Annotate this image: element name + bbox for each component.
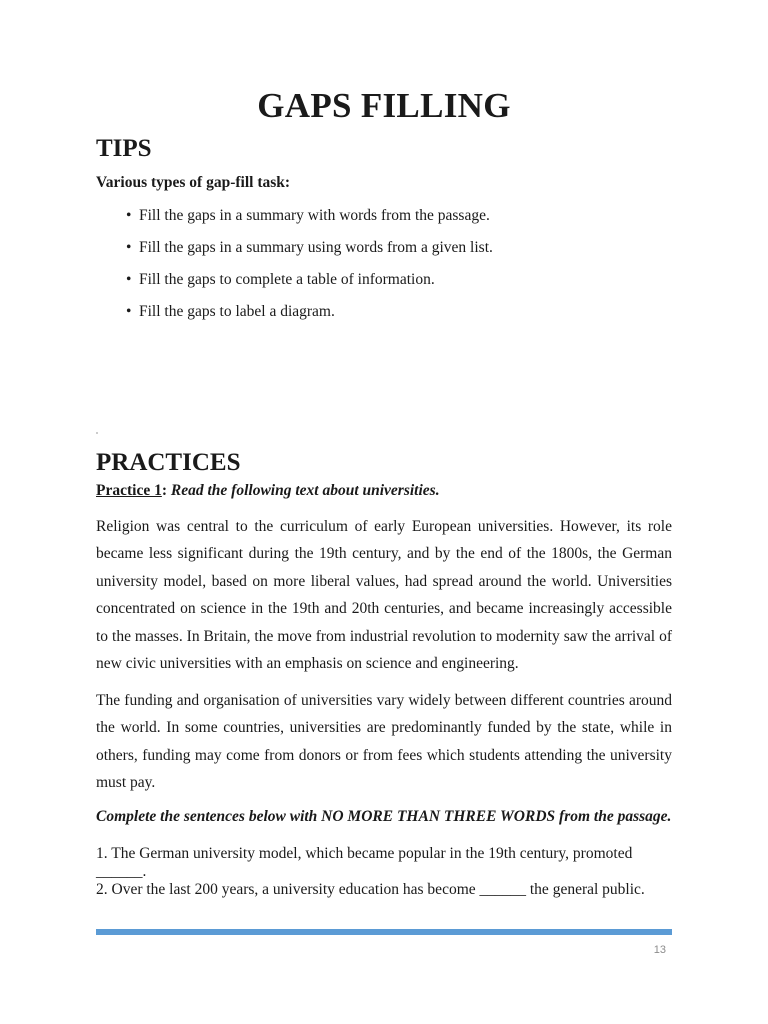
page-title: GAPS FILLING: [257, 86, 511, 125]
practice-1-line: [96, 482, 440, 500]
list-item: [126, 237, 493, 269]
question-1: 1. The German university model, which became popular in the 19th century, promoted ______.: [96, 845, 633, 880]
bullet-icon: •: [126, 271, 132, 288]
practice-instruction: Read the following text about universities.: [167, 482, 440, 499]
tips-subheading: Various types of gap-fill task:: [96, 174, 291, 191]
list-item: [126, 269, 493, 301]
question-2: 2. Over the last 200 years, a university education has become ______ the general public.: [96, 881, 645, 898]
list-item-text: Fill the gaps to label a diagram.: [139, 303, 335, 320]
passage-paragraph-1: Religion was central to the curriculum of early European universities. However, its role became less significant during the 19th century, and by the end of the 1800s, the German university model, based on more liberal values, had spread around the world. Universities concentrated on science in the 19th and 20th centuries, and became increasingly accessible to the masses. In Britain, the move from industrial revolution to modernity saw the arrival of new civic universities with an emphasis on science and engineering.: [96, 518, 672, 673]
list-item-text: Fill the gaps to complete a table of information.: [139, 271, 435, 288]
list-item-text: Fill the gaps in a summary with words from the passage.: [139, 207, 490, 224]
bullet-icon: •: [126, 207, 132, 224]
list-item: [126, 205, 493, 237]
tips-list: [126, 205, 493, 333]
page-number: 13: [653, 944, 666, 956]
stray-dot: [96, 432, 98, 434]
bullet-icon: •: [126, 239, 132, 256]
tips-heading: TIPS: [96, 135, 152, 162]
practices-heading: PRACTICES: [96, 449, 241, 476]
bullet-icon: •: [126, 303, 132, 320]
exercise-instruction: Complete the sentences below with NO MORE THAN THREE WORDS from the passage.: [96, 808, 672, 825]
practice-colon: :: [161, 482, 168, 499]
list-item-text: Fill the gaps in a summary using words from a given list.: [139, 239, 493, 256]
practice-label: Practice 1: [96, 482, 162, 499]
list-item: [126, 301, 493, 333]
passage-paragraph-2: The funding and organisation of universities vary widely between different countries around the world. In some countries, universities are predominantly funded by the state, while in others, funding may come from donors or from fees which students attending the university must pay.: [96, 692, 672, 792]
footer-divider: [96, 929, 672, 935]
